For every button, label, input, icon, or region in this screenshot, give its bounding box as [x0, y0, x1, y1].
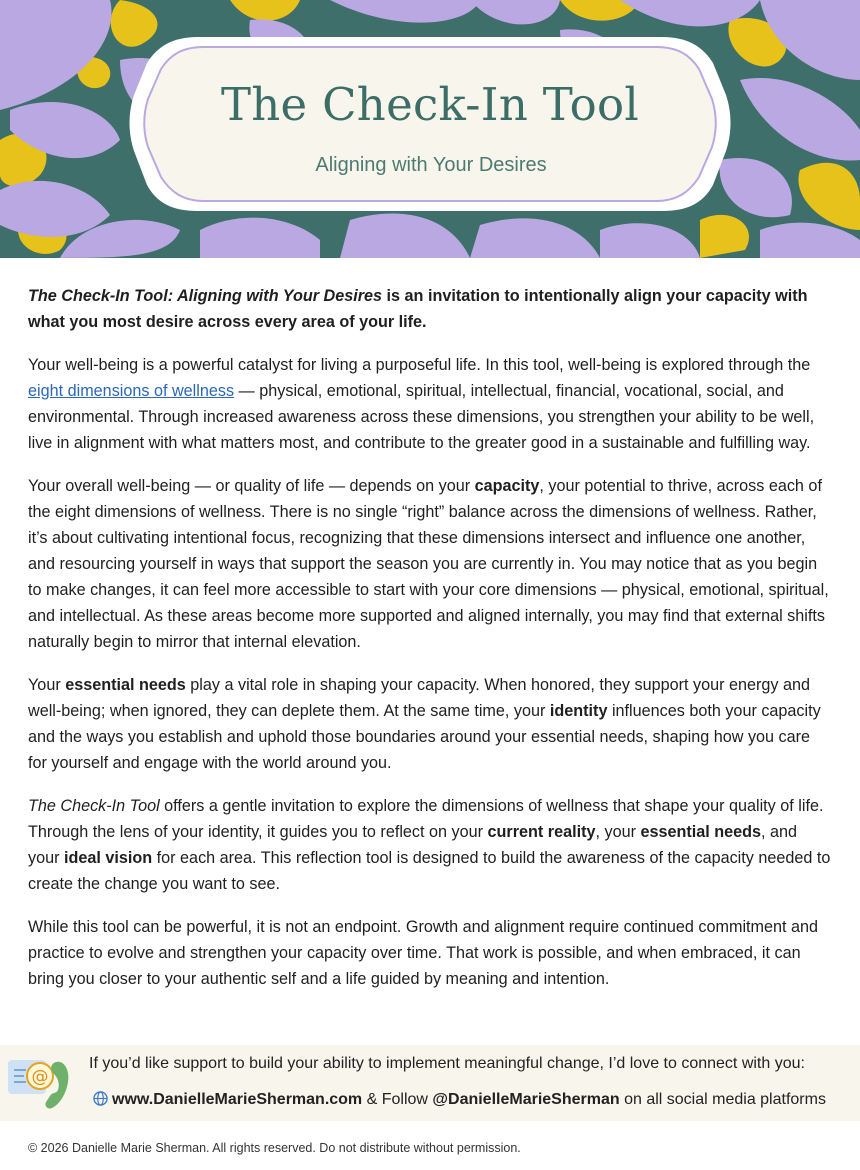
contact-icon — [6, 1052, 72, 1114]
paragraph-capacity: Your overall well-being — or quality of life — depends on your capacity, your potential to thrive, across each of the eight dimensions of wellness. There is no single “right” balance across the dimensions of wellness. Rather, it’s about cultivating intentional focus, recognizing that these dimensions intersect and influence one another, and resourcing yourself in ways that support the season you are currently in. You may notice that as you begin to make changes, it can feel more accessible to start with your core dimensions — physical, emotional, spiritual, and intellectual. As these areas become more supported and aligned internally, you may find that external shifts naturally begin to mirror that internal elevation. — [28, 477, 829, 651]
paragraph-tool-description: The Check-In Tool offers a gentle invitation to explore the dimensions of wellness that shape your quality of life. Through the lens of your identity, it guides you to reflect on your current reality, your essential needs, and your ideal vision for each area. This reflection tool is designed to build the awareness of the capacity needed to create the change you want to see. — [28, 797, 831, 893]
paragraph-closing: While this tool can be powerful, it is not an endpoint. Growth and alignment require continued commitment and practice to evolve and strengthen your capacity over time. That work is possible, and when embraced, it can bring you closer to your authentic self and a life guided by meaning and intention. — [28, 918, 819, 988]
globe-icon — [93, 1091, 108, 1106]
eight-dimensions-link[interactable]: eight dimensions of wellness — [28, 382, 235, 400]
paragraph-wellness: Your well-being is a powerful catalyst for living a purposeful life. In this tool, well-being is explored through the eight dimensions of wellness — physical, emotional, spiritual, intellectual, financial, vocational, social, and environmental. Through increased awareness across these dimensions, you strengthen your ability to be well, live in alignment with what matters most, and contribute to the greater good in a sustainable and fulfilling way. — [28, 356, 815, 452]
social-handle[interactable]: @DanielleMarieSherman — [432, 1091, 620, 1108]
footer-contact-line: www.DanielleMarieSherman.com & Follow @DanielleMarieSherman on all social media platforms — [93, 1091, 826, 1109]
intro-title: The Check-In Tool: Aligning with Your Desires — [28, 287, 383, 305]
footer-invitation: If you’d like support to build your ability to implement meaningful change, I’d love to connect with you: — [89, 1055, 805, 1072]
copyright-notice: © 2026 Danielle Marie Sherman. All rights reserved. Do not distribute without permission. — [28, 1141, 521, 1155]
svg-text:@: @ — [31, 1067, 49, 1087]
paragraph-essential-needs: Your essential needs play a vital role in shaping your capacity. When honored, they support your energy and well-being; when ignored, they can deplete them. At the same time, your identity influences both your capacity and the ways you establish and uphold those boundaries around your essential needs, shaping how you care for yourself and engage with the world around you. — [28, 676, 821, 772]
intro-paragraph: The Check-In Tool: Aligning with Your Desires is an invitation to intentionally align your capacity with what you most desire across every area of your life. — [28, 287, 808, 331]
header-banner — [0, 0, 860, 258]
page-title: The Check-In Tool — [220, 78, 640, 131]
main-content — [28, 283, 833, 1009]
website-link[interactable]: www.DanielleMarieSherman.com — [112, 1091, 363, 1108]
page-subtitle: Aligning with Your Desires — [315, 154, 547, 176]
